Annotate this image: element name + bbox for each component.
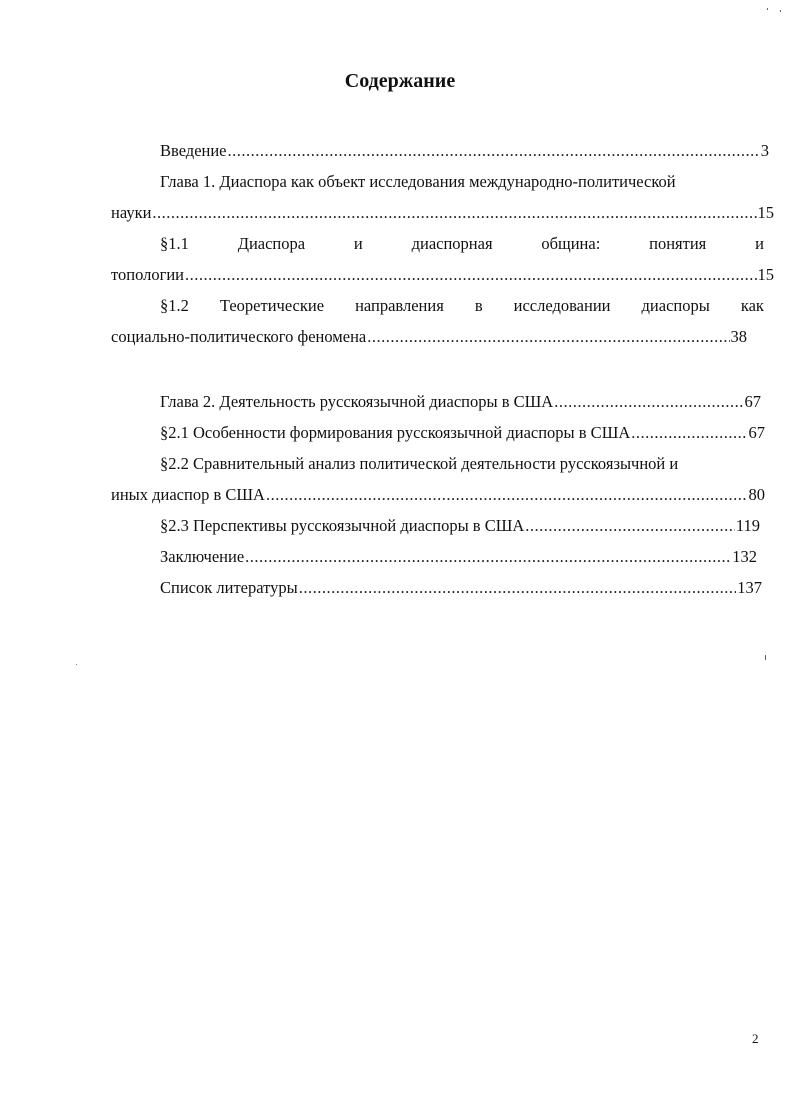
toc-entry-intro[interactable] (160, 141, 769, 161)
toc-entry-page: 3 (760, 141, 769, 160)
toc-entry-text: §2.3 Перспективы русскоязычной диаспоры в США (160, 516, 525, 535)
word: исследовании (513, 296, 611, 315)
word: и (353, 234, 363, 253)
toc-entry-page: 38 (730, 327, 747, 346)
word: Теоретические (219, 296, 325, 315)
word: направления (355, 296, 444, 315)
word: и (755, 234, 764, 253)
toc-entry-page: 15 (757, 203, 774, 222)
word: в (474, 296, 483, 315)
dot-leader (367, 327, 729, 347)
toc-entry-text: науки (111, 203, 152, 222)
toc-entry-text: Список литературы (160, 578, 298, 597)
word: §1.2 (160, 296, 189, 315)
toc-entry-section-2-2-line2[interactable] (111, 485, 765, 505)
toc-entry-section-1-2-line2[interactable] (111, 327, 747, 347)
toc-entry-section-1-1-line1[interactable] (160, 234, 764, 254)
toc-entry-text: Глава 2. Деятельность русскоязычной диаспоры в США (160, 392, 554, 411)
scan-speck (76, 664, 77, 665)
dot-leader (299, 578, 737, 598)
toc-entry-page: 15 (757, 265, 774, 284)
toc-entry-section-1-2-line1[interactable] (160, 296, 764, 316)
toc-entry-page: 67 (748, 423, 765, 442)
dot-leader (525, 516, 735, 536)
page-number: 2 (752, 1031, 759, 1046)
toc-entry-section-1-1-line2[interactable] (111, 265, 774, 285)
toc-entry-references[interactable] (160, 578, 762, 598)
word: община: (541, 234, 601, 253)
dot-leader (245, 547, 731, 567)
dot-leader (266, 485, 748, 505)
toc-entry-text: Введение (160, 141, 227, 160)
dot-leader (631, 423, 747, 443)
toc-entry-page: 132 (732, 547, 757, 566)
page-title: Содержание (344, 70, 456, 92)
toc-entry-page: 80 (748, 485, 765, 504)
toc-entry-text: топологии (111, 265, 185, 284)
scan-speck (767, 8, 768, 10)
word: §1.1 (160, 234, 189, 253)
word: Диаспора (237, 234, 306, 253)
toc-entry-section-2-3[interactable] (160, 516, 760, 536)
toc-entry-chapter1-line2[interactable] (111, 203, 774, 223)
scan-speck (765, 655, 766, 660)
toc-entry-section-2-2-line1[interactable]: §2.2 Сравнительный анализ политической деятельности русскоязычной и (160, 454, 679, 473)
toc-entry-conclusion[interactable] (160, 547, 757, 567)
toc-entry-chapter2[interactable] (160, 392, 761, 412)
word: диаспоры (641, 296, 710, 315)
toc-entry-text: Заключение (160, 547, 245, 566)
dot-leader (185, 265, 756, 285)
dot-leader (152, 203, 756, 223)
toc-entry-page: 67 (744, 392, 761, 411)
word: диаспорная (411, 234, 493, 253)
toc-entry-text: §2.1 Особенности формирования русскоязычной диаспоры в США (160, 423, 631, 442)
word: как (740, 296, 764, 315)
toc-entry-text: иных диаспор в США (111, 485, 265, 504)
dot-leader (554, 392, 743, 412)
toc-entry-section-2-1[interactable] (160, 423, 765, 443)
toc-entry-chapter1-line1[interactable]: Глава 1. Диаспора как объект исследования международно-политической (160, 172, 676, 191)
toc-entry-page: 137 (737, 578, 762, 597)
dot-leader (228, 141, 760, 161)
toc-entry-page: 119 (735, 516, 760, 535)
word: понятия (649, 234, 707, 253)
scan-speck (780, 10, 781, 12)
toc-entry-text: социально-политического феномена (111, 327, 367, 346)
